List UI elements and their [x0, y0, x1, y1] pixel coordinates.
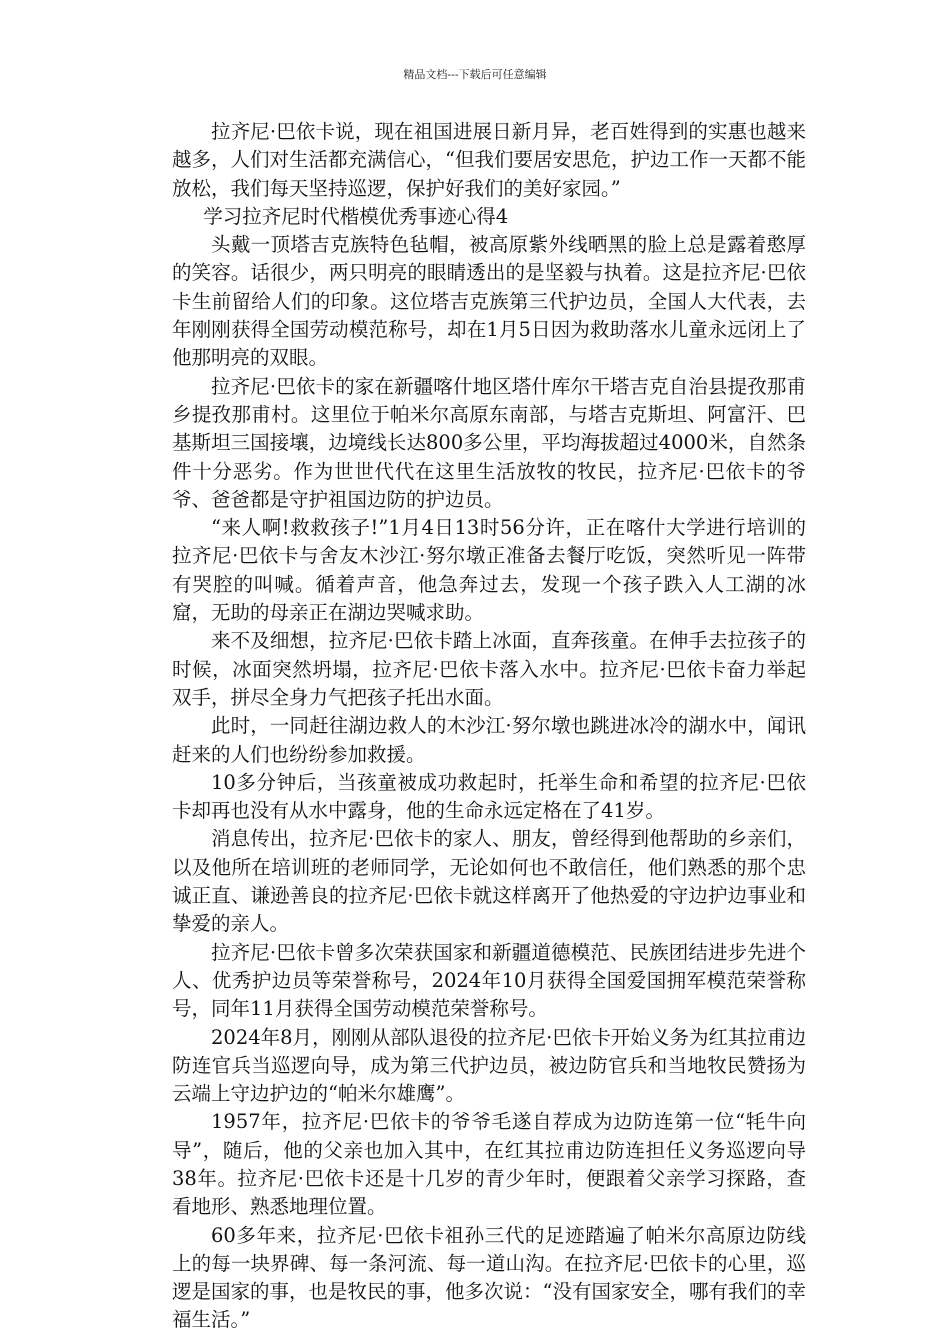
paragraph: 2024年8月，刚刚从部队退役的拉齐尼·巴依卡开始义务为红其拉甫边防连官兵当巡逻向导，成为第三代护边员，被边防官兵和当地牧民赞扬为云端上守边护边的“帕米尔雄鹰”。 [172, 1025, 806, 1106]
paragraph: 此时，一同赶往湖边救人的木沙江·努尔墩也跳进冰冷的湖水中，闻讯赶来的人们也纷纷参加救援。 [172, 714, 806, 766]
paragraph: 1957年，拉齐尼·巴依卡的爷爷毛遂自荐成为边防连第一位“牦牛向导”，随后，他的父亲也加入其中，在红其拉甫边防连担任义务巡逻向导38年。拉齐尼·巴依卡还是十几岁的青少年时，便跟着父亲学习探路，查看地形、熟悉地理位置。 [172, 1110, 806, 1219]
page-header: 精品文档---下载后可任意编辑 [403, 68, 547, 81]
paragraph: 10多分钟后，当孩童被成功救起时，托举生命和希望的拉齐尼·巴依卡却再也没有从水中露身，他的生命永远定格在了41岁。 [172, 770, 806, 823]
paragraph: 拉齐尼·巴依卡的家在新疆喀什地区塔什库尔干塔吉克自治县提孜那甫乡提孜那甫村。这里位于帕米尔高原东南部，与塔吉克斯坦、阿富汗、巴基斯坦三国接壤，边境线长达800多公里，平均海拔超过4000米，自然条件十分恶劣。作为世世代代在这里生活放牧的牧民，拉齐尼·巴依卡的爷爷、爸爸都是守护祖国边防的护边员。 [172, 374, 806, 511]
paragraph: 来不及细想，拉齐尼·巴依卡踏上冰面，直奔孩童。在伸手去拉孩子的时候，冰面突然坍塌，拉齐尼·巴依卡落入水中。拉齐尼·巴依卡奋力举起双手，拼尽全身力气把孩子托出水面。 [172, 629, 806, 709]
paragraph: 60多年来，拉齐尼·巴依卡祖孙三代的足迹踏遍了帕米尔高原边防线上的每一块界碑、每一条河流、每一道山沟。在拉齐尼·巴依卡的心里，巡逻是国家的事，也是牧民的事，他多次说：“没有国家安全，哪有我们的幸福生活。” [172, 1223, 806, 1332]
document-body [172, 118, 806, 1335]
paragraph: “来人啊!救救孩子!”1月4日13时56分许，正在喀什大学进行培训的拉齐尼·巴依卡与舍友木沙江·努尔墩正准备去餐厅吃饭，突然听见一阵带有哭腔的叫喊。循着声音，他急奔过去，发现一个孩子跌入人工湖的冰窟，无助的母亲正在湖边哭喊求助。 [172, 516, 806, 625]
paragraph: 拉齐尼·巴依卡曾多次荣获国家和新疆道德模范、民族团结进步先进个人、优秀护边员等荣誉称号，2024年10月获得全国爱国拥军模范荣誉称号，同年11月获得全国劳动模范荣誉称号。 [172, 940, 806, 1021]
paragraph: 拉齐尼·巴依卡说，现在祖国进展日新月异，老百姓得到的实惠也越来越多，人们对生活都充满信心，“但我们要居安思危，护边工作一天都不能放松，我们每天坚持巡逻，保护好我们的美好家园。” [172, 120, 806, 200]
paragraph: 消息传出，拉齐尼·巴依卡的家人、朋友，曾经得到他帮助的乡亲们，以及他所在培训班的老师同学，无论如何也不敢信任，他们熟悉的那个忠诚正直、谦逊善良的拉齐尼·巴依卡就这样离开了他热爱的守边护边事业和挚爱的亲人。 [172, 827, 806, 936]
section-heading: 学习拉齐尼时代楷模优秀事迹心得4 [203, 204, 509, 228]
paragraph: 头戴一顶塔吉克族特色毡帽，被高原紫外线晒黑的脸上总是露着憨厚的笑容。话很少，两只明亮的眼睛透出的是坚毅与执着。这是拉齐尼·巴依卡生前留给人们的印象。这位塔吉克族第三代护边员，全国人大代表，去年刚刚获得全国劳动模范称号，却在1月5日因为救助落水儿童永远闭上了他那明亮的双眼。 [172, 233, 806, 370]
